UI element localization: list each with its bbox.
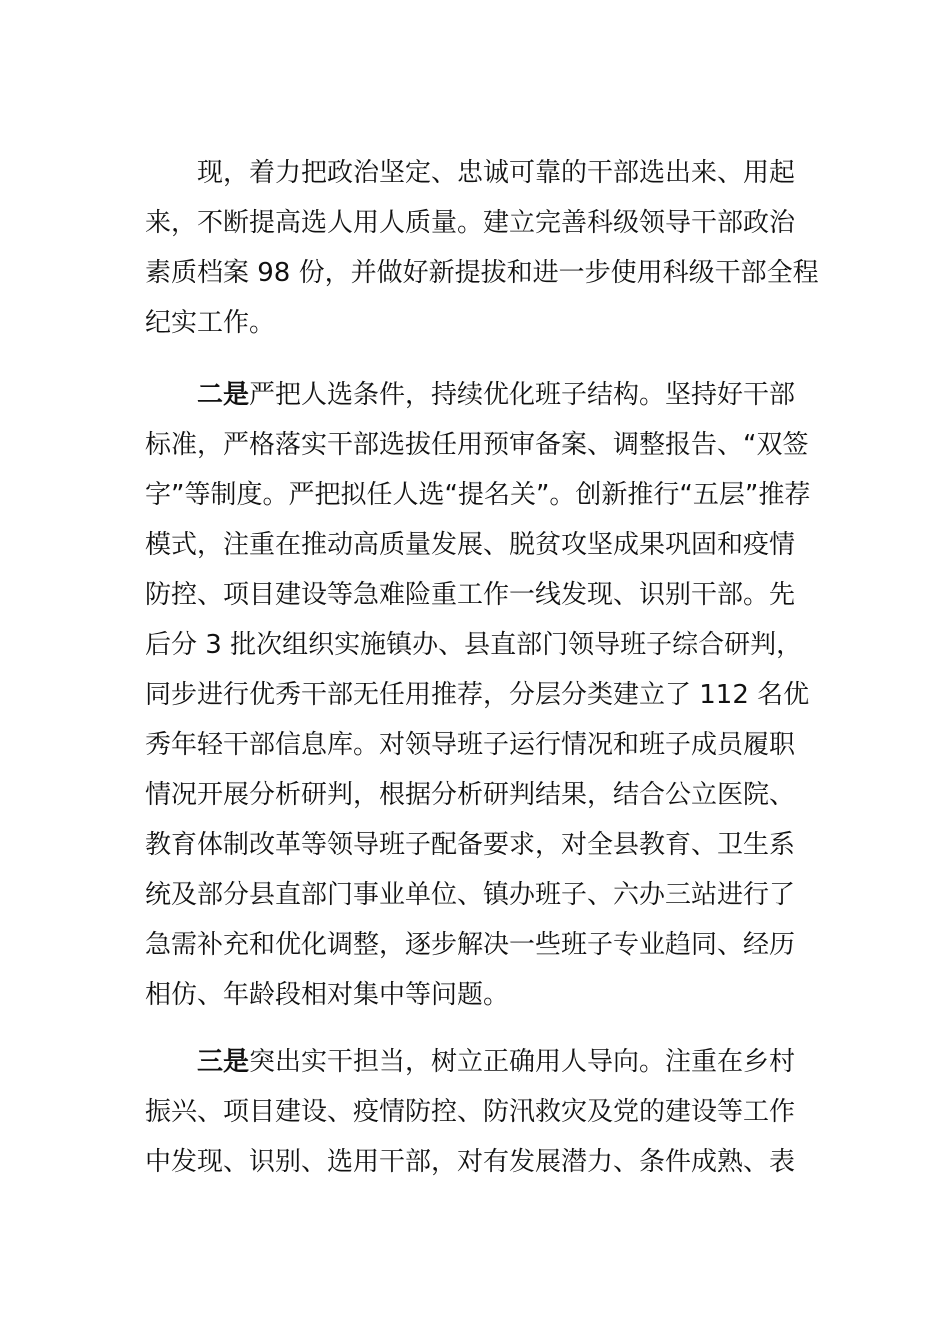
paragraph-line: 中发现、识别、选用干部，对有发展潜力、条件成熟、表	[145, 1147, 796, 1177]
paragraph-first-line	[145, 1037, 805, 1087]
paragraph-line: 教育体制改革等领导班子配备要求，对全县教育、卫生系	[145, 830, 796, 860]
paragraph-2	[145, 370, 811, 1020]
paragraph-line: 来，不断提高选人用人质量。建立完善科级领导干部政治	[145, 208, 796, 238]
paragraph-line: 模式，注重在推动高质量发展、脱贫攻坚成果巩固和疫情	[145, 530, 796, 560]
paragraph-line: 相仿、年龄段相对集中等问题。	[145, 980, 510, 1010]
paragraph-lead: 二是	[197, 380, 250, 410]
paragraph-line: 素质档案 98 份，并做好新提拔和进一步使用科级干部全程	[145, 258, 819, 288]
paragraph-1	[145, 148, 819, 348]
paragraph-line: 情况开展分析研判，根据分析研判结果，结合公立医院、	[145, 780, 796, 810]
paragraph-line: 急需补充和优化调整，逐步解决一些班子专业趋同、经历	[145, 930, 796, 960]
paragraph-line-text: 严把人选条件，持续优化班子结构。坚持好干部	[249, 380, 796, 410]
paragraph-line: 标准，严格落实干部选拔任用预审备案、调整报告、“双签	[145, 430, 809, 460]
paragraph-line: 字”等制度。严把拟任人选“提名关”。创新推行“五层”推荐	[145, 480, 811, 510]
paragraph-line: 秀年轻干部信息库。对领导班子运行情况和班子成员履职	[145, 730, 796, 760]
paragraph-line: 防控、项目建设等急难险重工作一线发现、识别干部。先	[145, 580, 796, 610]
paragraph-line: 后分 3 批次组织实施镇办、县直部门领导班子综合研判，	[145, 630, 803, 660]
paragraph-line: 统及部分县直部门事业单位、镇办班子、六办三站进行了	[145, 880, 796, 910]
paragraph-first-line	[145, 370, 805, 420]
paragraph-line-text: 突出实干担当，树立正确用人导向。注重在乡村	[249, 1047, 796, 1077]
paragraph-lead: 三是	[197, 1047, 250, 1077]
paragraph-3	[145, 1037, 805, 1187]
paragraph-line: 振兴、项目建设、疫情防控、防汛救灾及党的建设等工作	[145, 1097, 796, 1127]
paragraph-line: 纪实工作。	[145, 308, 276, 338]
paragraph-line: 现，着力把政治坚定、忠诚可靠的干部选出来、用起	[197, 158, 796, 188]
paragraph-line: 同步进行优秀干部无任用推荐，分层分类建立了 112 名优	[145, 680, 810, 710]
